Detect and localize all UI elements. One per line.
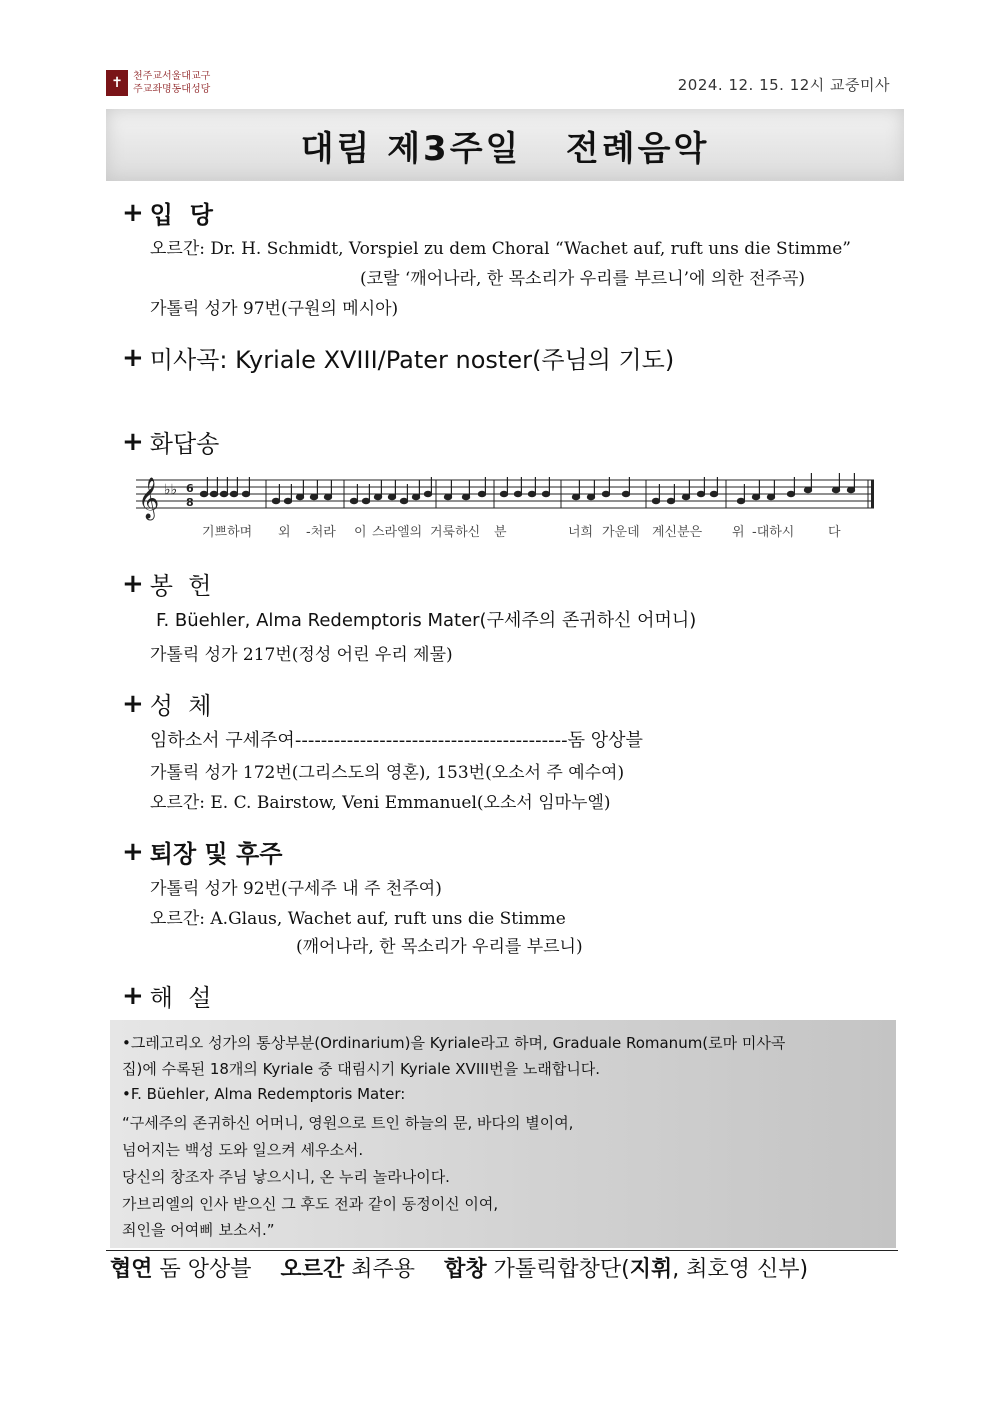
mass-date: 2024. 12. 15. 12시 교중미사 [677, 76, 890, 94]
lyric-word: 외 [278, 525, 291, 540]
credit-label: 오르간 [280, 1257, 345, 1282]
treble-clef-icon: 𝄞 [138, 478, 160, 519]
note-head [752, 494, 759, 499]
recessional-organ: 오르간: A.Glaus, Wachet auf, ruft uns die Stimme [150, 909, 566, 929]
credit-label: 합창 [444, 1257, 487, 1282]
section-heading: 퇴장 및 후주 [149, 840, 283, 868]
section-psalm [122, 424, 219, 459]
note-head [697, 491, 704, 496]
note-head [374, 494, 381, 499]
communion-organ: 오르간: E. C. Bairstow, Veni Emmanuel(오소서 임마누엘) [150, 793, 611, 813]
commentary-line: 죄인을 어여삐 보소서.” [122, 1221, 275, 1239]
credit-value: 돔 앙상블 [159, 1257, 252, 1282]
commentary-line: 집)에 수록된 18개의 Kyriale 중 대림시기 Kyriale XVIII번을 노래합니다. [122, 1060, 601, 1078]
lyric-word: 거룩하신 [430, 525, 481, 540]
note-head [200, 491, 207, 496]
note-head [500, 491, 507, 496]
note-head [462, 494, 469, 499]
logo-text [133, 70, 210, 96]
note-head [296, 494, 303, 499]
note-head [310, 494, 317, 499]
note-head [572, 494, 579, 499]
lyric-word: 너희 [568, 525, 594, 540]
lyric-word: 스라엘의 [372, 525, 423, 540]
plus-icon: + [122, 980, 144, 1011]
entrance-organ-note: (코랄 ‘깨어나라, 한 목소리가 우리를 부르니’에 의한 전주곡) [360, 269, 806, 289]
plus-icon: + [122, 836, 144, 867]
note-head [220, 491, 227, 496]
lyric-word: 다 [828, 525, 841, 540]
note-head [528, 491, 535, 496]
note-head [832, 487, 839, 492]
note-head [622, 491, 629, 496]
section-entrance [122, 195, 213, 230]
lyric-word: 기쁘하며 [202, 525, 253, 540]
note-head [602, 491, 609, 496]
commentary-line: •F. Büehler, Alma Redemptoris Mater: [122, 1085, 406, 1103]
lyric-word: -처라 [306, 525, 336, 540]
svg-text:6: 6 [186, 482, 194, 495]
communion-piece-title: 임하소서 구세주여 [150, 730, 295, 751]
credit-label: 지휘 [629, 1257, 673, 1282]
svg-text:♭♭: ♭♭ [164, 482, 178, 498]
offertory-hymn: 가톨릭 성가 217번(정성 어린 우리 제물) [150, 645, 453, 665]
note-head [847, 487, 854, 492]
lyric-word: 계신분은 [652, 525, 703, 540]
recessional-organ-note: (깨어나라, 한 목소리가 우리를 부르니) [296, 937, 583, 957]
section-heading: 해 설 [149, 984, 212, 1012]
note-head [242, 491, 249, 496]
communion-hymn: 가톨릭 성가 172번(그리스도의 영혼), 153번(오소서 주 예수여) [150, 763, 625, 783]
note-head [350, 498, 357, 503]
plus-icon: + [122, 426, 144, 457]
lyric-word: 이 [354, 525, 367, 540]
page-title: 대림 제3주일 전례음악 [300, 128, 710, 169]
credit-label: 협연 [110, 1257, 153, 1282]
credits-footer [110, 1252, 808, 1283]
cross-icon: ✝ [106, 70, 128, 96]
svg-text:8: 8 [186, 496, 194, 509]
section-heading: 성 체 [149, 692, 212, 720]
section-commentary [122, 978, 211, 1013]
note-head [444, 494, 451, 499]
title-banner [106, 109, 904, 181]
plus-icon: + [122, 688, 144, 719]
note-head [787, 491, 794, 496]
note-head [210, 491, 217, 496]
note-head [362, 498, 369, 503]
communion-piece-dashes: ------------------------------------------ [294, 730, 568, 751]
lyric-word: 분 [494, 525, 507, 540]
note-head [542, 491, 549, 496]
note-head [710, 491, 717, 496]
note-head [737, 498, 744, 503]
note-head [682, 494, 689, 499]
note-head [324, 494, 331, 499]
recessional-hymn: 가톨릭 성가 92번(구세주 내 주 천주여) [150, 879, 442, 899]
logo-line-1: 천주교서울대교구 [133, 71, 211, 82]
note-head [284, 498, 291, 503]
section-communion [122, 686, 211, 721]
note-head [412, 494, 419, 499]
note-head [478, 491, 485, 496]
church-logo [106, 70, 210, 96]
commentary-line: 가브리엘의 인사 받으신 그 후도 전과 같이 동정이신 이여, [122, 1195, 499, 1213]
lyric-word: -대하시 [752, 525, 795, 540]
commentary-line: 당신의 창조자 주님 낳으시니, 온 누리 놀라나이다. [122, 1168, 450, 1186]
section-heading: 미사곡: Kyriale XVIII/Pater noster(주님의 기도) [149, 346, 675, 374]
entrance-hymn: 가톨릭 성가 97번(구원의 메시아) [150, 299, 399, 319]
plus-icon: + [122, 197, 144, 228]
note-head [424, 491, 431, 496]
plus-icon: + [122, 568, 144, 599]
commentary-line: 넘어지는 백성 도와 일으켜 세우소서. [122, 1141, 364, 1159]
logo-line-2: 주교좌명동대성당 [133, 84, 211, 95]
note-head [514, 491, 521, 496]
commentary-box [110, 1020, 896, 1248]
offertory-piece: F. Büehler, Alma Redemptoris Mater(구세주의 존귀하신 어머니) [156, 610, 697, 631]
note-head [804, 487, 811, 492]
section-offertory [122, 566, 211, 601]
note-head [667, 498, 674, 503]
note-head [587, 494, 594, 499]
note-head [272, 498, 279, 503]
entrance-organ: 오르간: Dr. H. Schmidt, Vorspiel zu dem Choral “Wachet auf, ruft uns die Stimme” [150, 239, 851, 259]
section-mass [122, 340, 674, 375]
footer-rule [106, 1250, 898, 1251]
section-heading: 입 당 [149, 201, 213, 229]
note-head [652, 498, 659, 503]
section-heading: 봉 헌 [149, 572, 212, 600]
commentary-line: “구세주의 존귀하신 어머니, 영원으로 트인 하늘의 문, 바다의 별이여, [122, 1114, 574, 1132]
communion-piece-performer: 돔 앙상블 [567, 730, 643, 751]
note-head [767, 494, 774, 499]
credit-value: 가톨릭합창단( [493, 1257, 630, 1282]
psalm-score [136, 470, 876, 545]
note-head [230, 491, 237, 496]
lyric-word: 가운데 [602, 525, 640, 540]
note-head [400, 498, 407, 503]
commentary-line: •그레고리오 성가의 통상부분(Ordinarium)을 Kyriale라고 하며, Graduale Romanum(로마 미사곡 [122, 1034, 786, 1052]
plus-icon: + [122, 342, 144, 373]
communion-piece [150, 726, 643, 752]
lyric-word: 위 [732, 525, 745, 540]
section-recessional [122, 834, 282, 869]
note-head [388, 494, 395, 499]
credit-value: , 최호영 신부) [672, 1257, 809, 1282]
section-heading: 화답송 [149, 430, 220, 458]
credit-value: 최주용 [351, 1257, 416, 1282]
